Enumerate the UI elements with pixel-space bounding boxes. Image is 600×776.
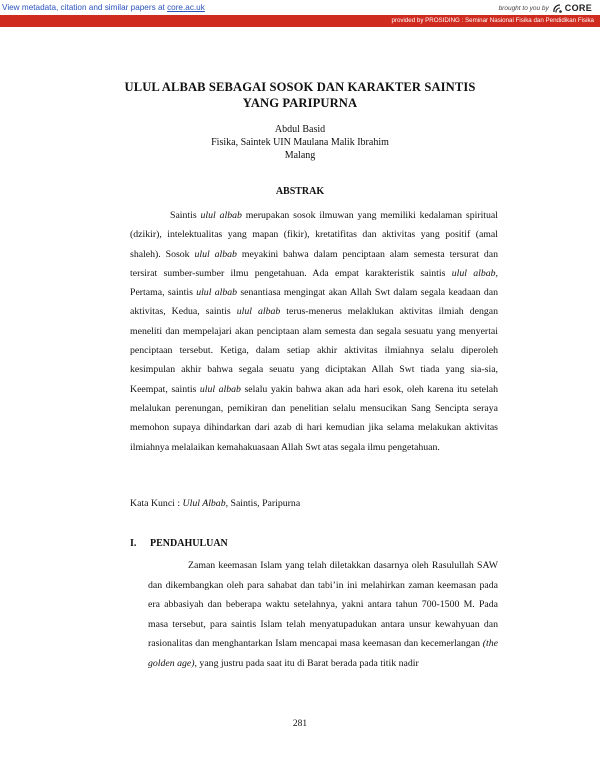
affiliation-line2: Malang [284, 150, 316, 161]
ulul-albab-term: ulul albab [196, 287, 238, 299]
section-number: I. [130, 538, 137, 549]
keyword-ulul-albab: Ulul Albab [182, 498, 226, 509]
author-name: Abdul Basid [274, 124, 326, 135]
ulul-albab-term: ulul albab [200, 210, 242, 221]
intro-paragraph: Zaman keemasan Islam yang telah diletakkan dasarnya oleh Rasulullah SAW dan dikembangkan oleh para sahabat dan tabi’in ini melahirkan zaman keemasan pada era abbasiyah dan beberapa waktu setelahnya, yakni antara tahun 700-1500 M. Pada masa tersebut, para saintis Islam telah menyatupadukan antara unsur kewahyuan dan rasionalitas dan menghantarkan Islam mencapai masa keemasan dan kecemerlangan (the golden age), yang justru pada saat itu di Barat berada pada titik nadir [148, 560, 498, 669]
metadata-banner-text [2, 3, 205, 12]
section-title: PENDAHULUAN [150, 538, 228, 549]
provided-by-bar [0, 15, 600, 27]
core-logo-icon [552, 2, 564, 14]
core-banner [0, 0, 600, 15]
keywords-line [130, 498, 300, 509]
provided-by-text: provided by PROSIDING : Seminar Nasional Fisika dan Pendidikan Fisika [391, 17, 594, 24]
paper-title-line1: ULUL ALBAB SEBAGAI SOSOK DAN KARAKTER SAINTIS [124, 80, 476, 94]
brought-by[interactable] [499, 1, 592, 15]
paper-title-line2: YANG PARIPURNA [242, 96, 358, 110]
brought-by-text: brought to you by [498, 4, 549, 12]
keywords-label: Kata Kunci : [130, 498, 183, 509]
ulul-albab-term: ulul albab, [451, 267, 498, 279]
core-link[interactable]: core.ac.uk [167, 3, 205, 12]
abstract-paragraph: Saintis ulul albab merupakan sosok ilmuwan yang memiliki kedalaman spiritual (dzikir), intelektualitas yang mapan (fikir), kretatifitas dan aktivitas yang positif (amal shaleh). Sosok ulul albab meyakini bahwa dalam penciptaan alam semesta tersurat dan tersirat sumber-sumber ilmu pengetahuan. Ada empat karakteristik saintis ulul albab, Pertama, saintis ulul albab senantiasa mengingat akan Allah Swt dalam segala keadaan dan aktivitas, Kedua, saintis ulul albab terus-menerus melaklukan aktivitas ilmiah dengan meneliti dan mempelajari akan penciptaan alam semesta dan segala sesuatu yang menyertai penciptaan tersebut. Ketiga, dalam setiap akhir aktivitas ilmiahnya selalu diperoleh kesimpulan akhir bahwa segala seuatu yang diciptakan Allah Swt tiada yang sia-sia, Keempat, saintis ulul albab selalu yakin bahwa akan ada hari esok, oleh karena itu setelah melalukan perenungan, pemikiran dan penelitian selalu mensucikan Sang Sencipta seraya memohon supaya dihindarkan dari azab di hari kemudian jika selama melakukan aktivitas ilmiahnya melalaikan kemahakuasaan Allah Swt atas segala ilmu pengetahuan. [130, 210, 499, 453]
section-heading [130, 538, 228, 549]
metadata-prefix: View metadata, citation and similar papers at [2, 3, 168, 12]
golden-age-term: (the golden age), [148, 638, 498, 669]
affiliation-line1: Fisika, Saintek UIN Maulana Malik Ibrahim [211, 137, 389, 148]
ulul-albab-term: ulul albab [194, 248, 237, 260]
core-wordmark: CORE [564, 3, 592, 13]
page-number: 281 [292, 719, 308, 729]
ulul-albab-term: ulul albab [236, 306, 281, 318]
keywords-rest: , Saintis, Paripurna [225, 498, 301, 509]
abstract-heading: ABSTRAK [275, 186, 325, 197]
ulul-albab-term: ulul albab [199, 383, 241, 395]
